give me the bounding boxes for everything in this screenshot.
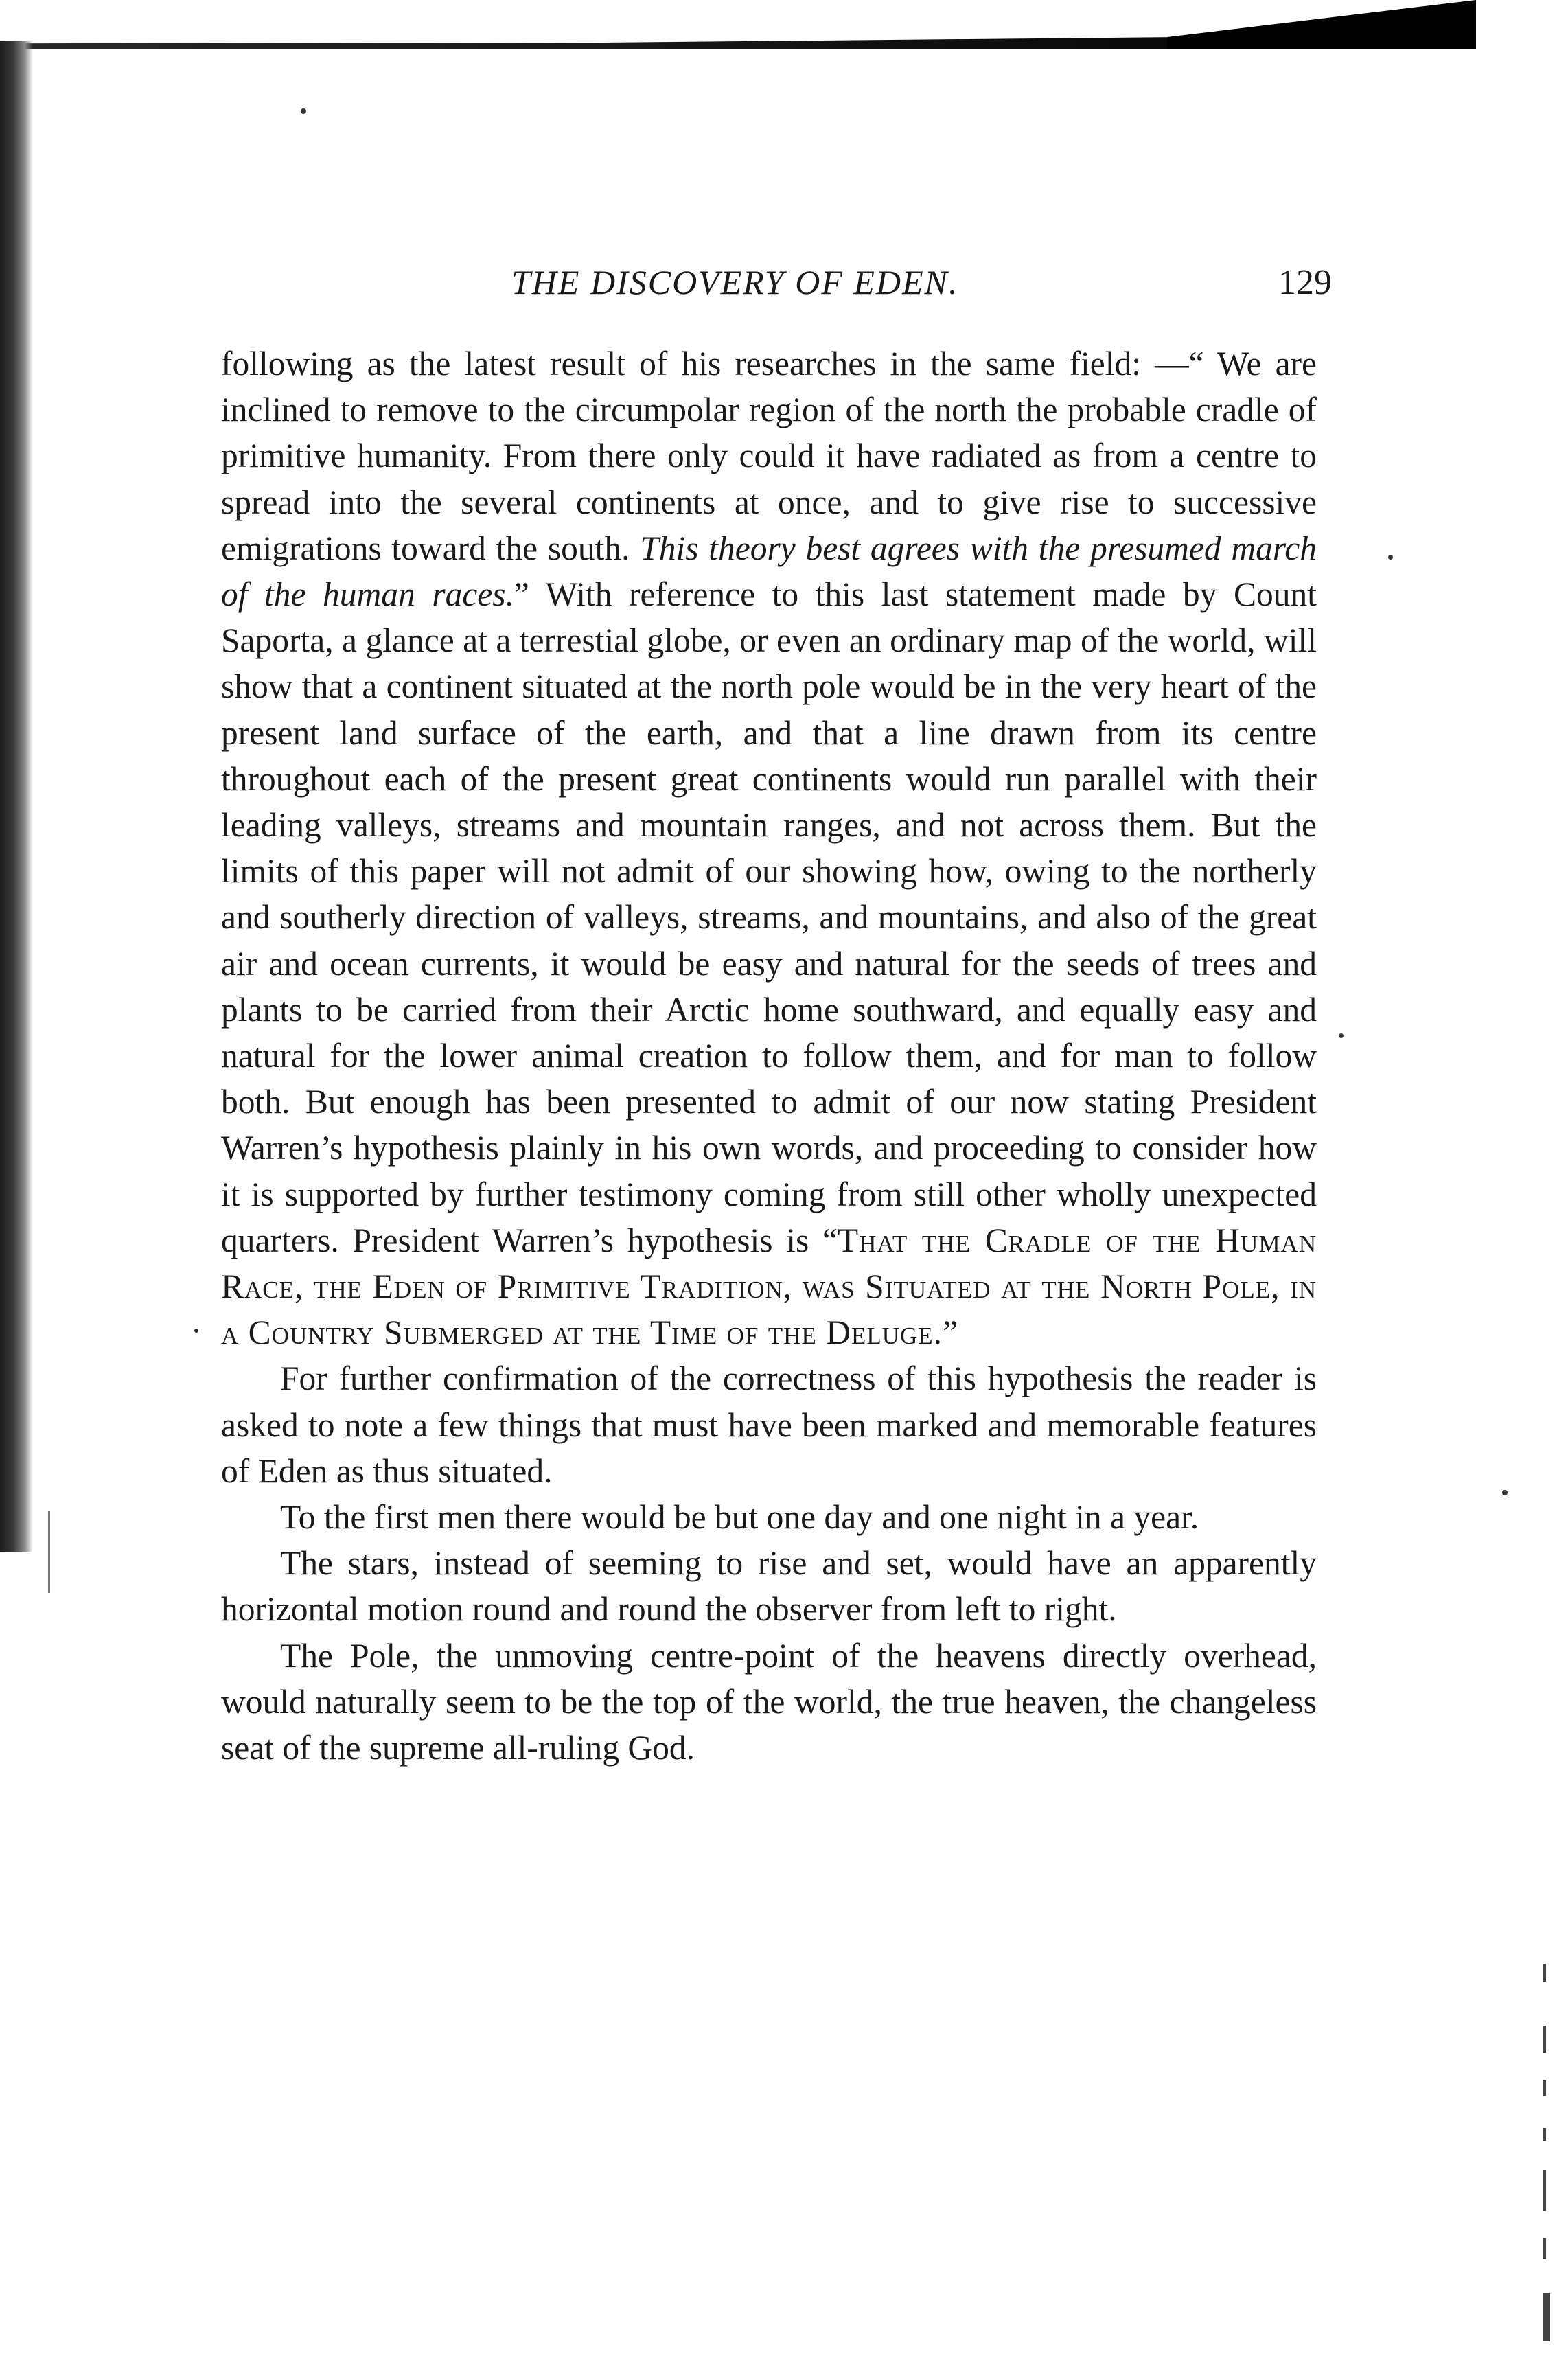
paragraph-text: following as the latest result of his researches in the same field: —“ We are inclined to remove to the circumpolar region of the north the probable cradle of primitive humanity. From there only could it have radiated as from a centre to spread into the several continents at once, and to give rise to successive emigrations toward the south. [221,345,1317,567]
paragraph-text: ” With reference to this last statement made by Count Saporta, a glance at a terrestial globe, or even an ordinary map of the world, will show that a continent situated at the north pole would be in the very heart of the present land surface of the earth, and that a line drawn from its centre throughout each of the present great continents would run parallel with their leading valleys, streams and mountain ranges, and not across them. But the limits of this paper will not admit of our showing how, owing to the northerly and southerly direction of valleys, streams, and mountains, and also of the great air and ocean currents, it would be easy and natural for the seeds of trees and plants to be carried from their Arctic home southward, and equally easy and natural for the lower animal creation to follow them, and for man to follow both. But enough has been presented to admit of our now stating President Warren’s hypothesis plainly in his own words, and proceeding to consider how it is supported by further testimony coming from still other wholly unexpected quarters. President Warren’s hypothesis is “ [221,575,1317,1259]
scan-left-edge-mark [48,1511,50,1593]
scan-right-edge-marks [1543,1964,1557,2348]
scan-speck [1339,1033,1344,1038]
paragraph: The Pole, the unmoving centre-point of the heavens directly overhead, would naturally seem to be the top of the world, the true heaven, the changeless seat of the supreme all-ruling God. [221,1636,1317,1767]
paragraph: To the first men there would be but one day and one night in a year. [280,1498,1199,1537]
paragraph [221,341,1317,1355]
scan-speck [194,1329,198,1333]
scan-speck [1388,555,1393,560]
scan-speck [1502,1490,1508,1495]
closing-quote: ” [943,1313,958,1352]
paragraph: The stars, instead of seeming to rise and set, would have an apparently horizontal motion round and round the observer from left to right. [221,1544,1317,1629]
small-caps-hypothesis: That the Cradle of the Human Race, the Eden of Primitive Tradition, was Situated at the North Pole, in a Country Submerged at the Time of the Deluge. [221,1221,1317,1352]
page-number: 129 [1278,263,1332,302]
page-header [220,262,1332,317]
scan-left-edge-shadow [0,41,33,1552]
running-title: THE DISCOVERY OF EDEN. [511,263,959,301]
paragraph: For further confirmation of the correctness of this hypothesis the reader is asked to note a few things that must have been marked and memorable features of Eden as thus situated. [221,1359,1317,1490]
italic-quote: This theory best agrees with the presumed march of the human races. [221,529,1317,614]
body-text [221,341,1317,1771]
scan-speck [301,108,306,114]
scan-top-rule-edge [1167,0,1476,49]
